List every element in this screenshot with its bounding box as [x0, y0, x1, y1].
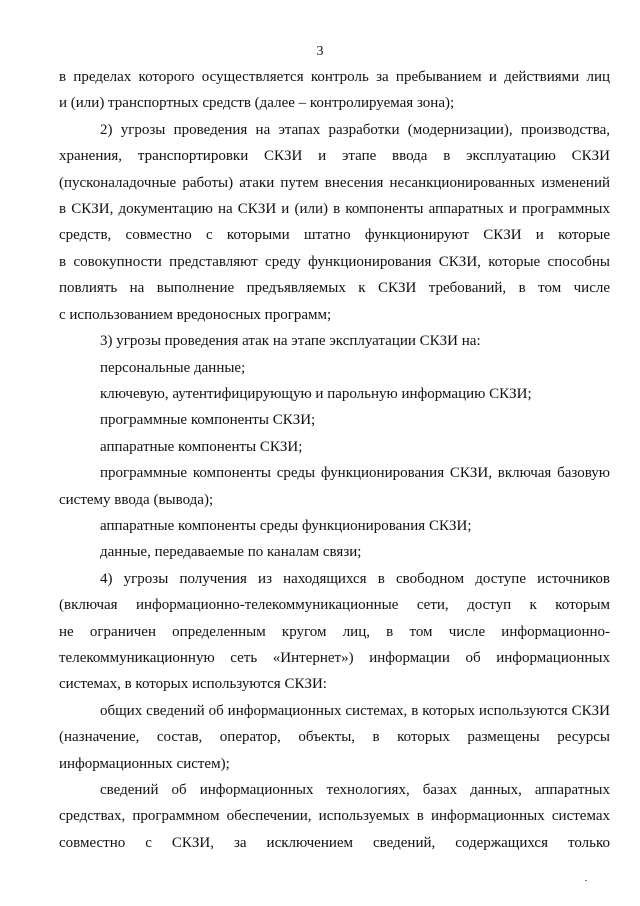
text-line: средств, совместно с которыми штатно функционируют СКЗИ и которые: [59, 227, 610, 243]
scan-speck: [585, 880, 587, 881]
text-line: 4) угрозы получения из находящихся в свободном доступе источников: [100, 571, 610, 587]
text-line: общих сведений об информационных системах, в которых используются СКЗИ: [100, 703, 610, 719]
text-line: повлиять на выполнение предъявляемых к СКЗИ требований, в том числе: [59, 280, 610, 296]
text-line: не ограничен определенным кругом лиц, в том числе информационно-: [59, 624, 610, 640]
text-line: ключевую, аутентифицирующую и парольную информацию СКЗИ;: [100, 386, 532, 402]
page-number: 3: [316, 44, 324, 59]
text-line: программные компоненты среды функционирования СКЗИ, включая базовую: [100, 465, 610, 481]
text-line: персональные данные;: [100, 360, 246, 376]
text-line: 3) угрозы проведения атак на этапе эксплуатации СКЗИ на:: [100, 333, 481, 349]
text-line: систему ввода (вывода);: [59, 492, 214, 508]
text-line: аппаратные компоненты среды функционирования СКЗИ;: [100, 518, 472, 534]
text-line: с использованием вредоносных программ;: [59, 307, 332, 323]
text-line: информационных систем);: [59, 756, 230, 772]
text-line: в пределах которого осуществляется контроль за пребыванием и действиями лиц: [59, 69, 610, 85]
text-line: (пусконаладочные работы) атаки путем внесения несанкционированных изменений: [59, 175, 610, 191]
text-line: совместно с СКЗИ, за исключением сведений, содержащихся только: [59, 835, 610, 851]
text-line: хранения, транспортировки СКЗИ и этапе ввода в эксплуатацию СКЗИ: [59, 148, 610, 164]
text-line: средствах, программном обеспечении, используемых в информационных системах: [59, 808, 610, 824]
text-line: системах, в которых используются СКЗИ:: [59, 676, 327, 692]
text-line: в совокупности представляют среду функционирования СКЗИ, которые способны: [59, 254, 610, 270]
text-line: и (или) транспортных средств (далее – контролируемая зона);: [59, 95, 455, 111]
text-line: данные, передаваемые по каналам связи;: [100, 544, 362, 560]
text-line: (включая информационно-телекоммуникационные сети, доступ к которым: [59, 597, 610, 613]
text-line: программные компоненты СКЗИ;: [100, 412, 316, 428]
text-line: в СКЗИ, документацию на СКЗИ и (или) в компоненты аппаратных и программных: [59, 201, 610, 217]
text-line: (назначение, состав, оператор, объекты, в которых размещены ресурсы: [59, 729, 610, 745]
text-line: сведений об информационных технологиях, базах данных, аппаратных: [100, 782, 610, 798]
text-line: 2) угрозы проведения на этапах разработки (модернизации), производства,: [100, 122, 610, 138]
text-line: телекоммуникационную сеть «Интернет») информации об информационных: [59, 650, 610, 666]
text-line: аппаратные компоненты СКЗИ;: [100, 439, 303, 455]
